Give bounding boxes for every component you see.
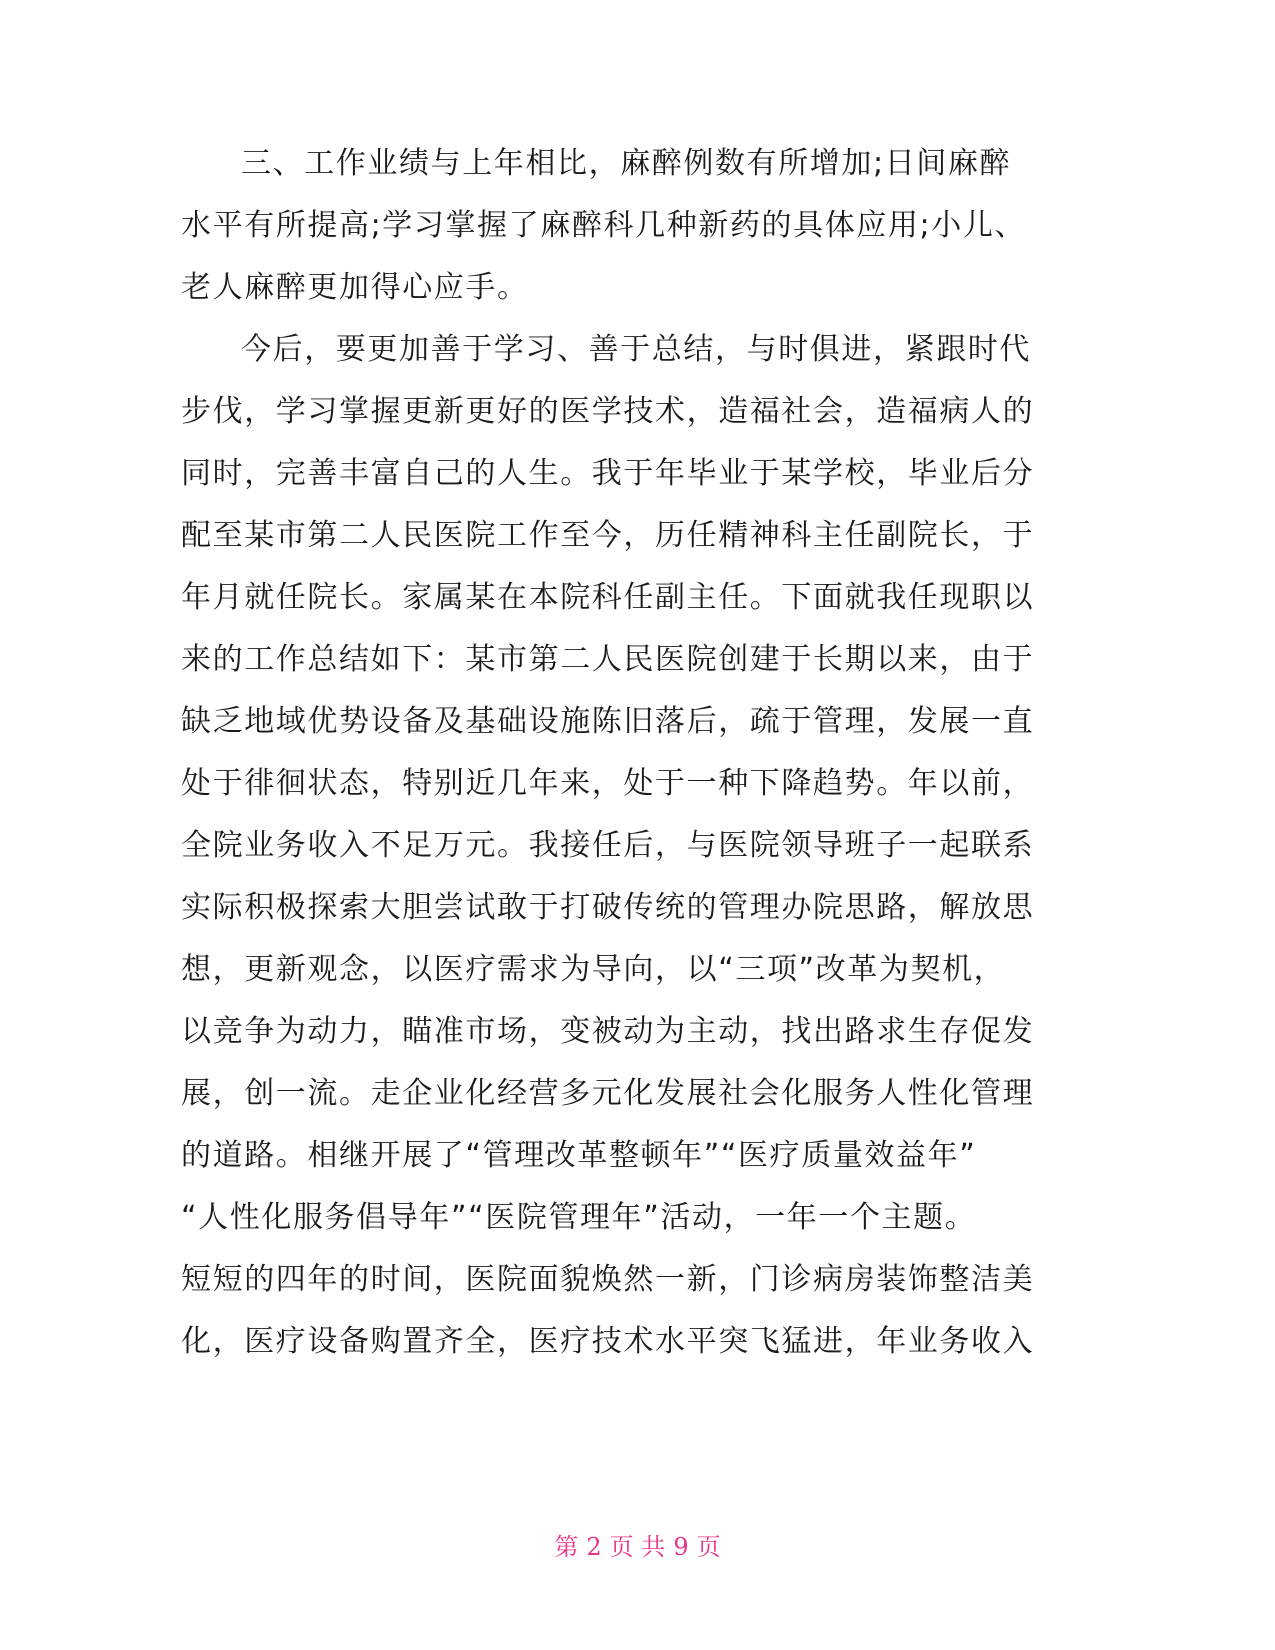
text-line: 步伐，学习掌握更新更好的医学技术，造福社会，造福病人的 <box>181 394 1035 429</box>
text-line: 年月就任院长。家属某在本院科任副主任。下面就我任现职以 <box>181 580 1035 615</box>
text-line: “人性化服务倡导年”“医院管理年”活动，一年一个主题。 <box>181 1200 977 1235</box>
footer-middle: 页 共 <box>609 1533 666 1561</box>
footer-total-pages: 9 <box>673 1533 689 1561</box>
text-line: 同时，完善丰富自己的人生。我于年毕业于某学校，毕业后分 <box>181 456 1035 491</box>
page-footer <box>0 1532 1275 1562</box>
footer-suffix: 页 <box>696 1533 721 1561</box>
text-line: 三、工作业绩与上年相比，麻醉例数有所增加;日间麻醉 <box>241 146 1012 181</box>
text-line: 今后，要更加善于学习、善于总结，与时俱进，紧跟时代 <box>241 332 1031 367</box>
text-line: 实际积极探索大胆尝试敢于打破传统的管理办院思路，解放思 <box>181 890 1035 925</box>
text-line: 想，更新观念，以医疗需求为导向，以“三项”改革为契机， <box>181 952 1006 987</box>
footer-current-page: 2 <box>586 1533 602 1561</box>
text-line: 缺乏地域优势设备及基础设施陈旧落后，疏于管理，发展一直 <box>181 704 1035 739</box>
text-line: 配至某市第二人民医院工作至今，历任精神科主任副院长，于 <box>181 518 1035 553</box>
text-line: 的道路。相继开展了“管理改革整顿年”“医疗质量效益年” <box>181 1138 977 1173</box>
footer-prefix: 第 <box>554 1533 579 1561</box>
text-line: 全院业务收入不足万元。我接任后，与医院领导班子一起联系 <box>181 828 1035 863</box>
text-line: 展，创一流。走企业化经营多元化发展社会化服务人性化管理 <box>181 1076 1035 1111</box>
text-line: 化，医疗设备购置齐全，医疗技术水平突飞猛进，年业务收入 <box>181 1324 1035 1359</box>
text-line: 短短的四年的时间，医院面貌焕然一新，门诊病房装饰整洁美 <box>181 1262 1035 1297</box>
text-line: 以竞争为动力，瞄准市场，变被动为主动，找出路求生存促发 <box>181 1014 1035 1049</box>
text-line: 水平有所提高;学习掌握了麻醉科几种新药的具体应用;小儿、 <box>181 208 1027 243</box>
text-line: 老人麻醉更加得心应手。 <box>181 270 529 305</box>
text-line: 处于徘徊状态，特别近几年来，处于一种下降趋势。年以前， <box>181 766 1035 801</box>
text-line: 来的工作总结如下：某市第二人民医院创建于长期以来，由于 <box>181 642 1035 677</box>
